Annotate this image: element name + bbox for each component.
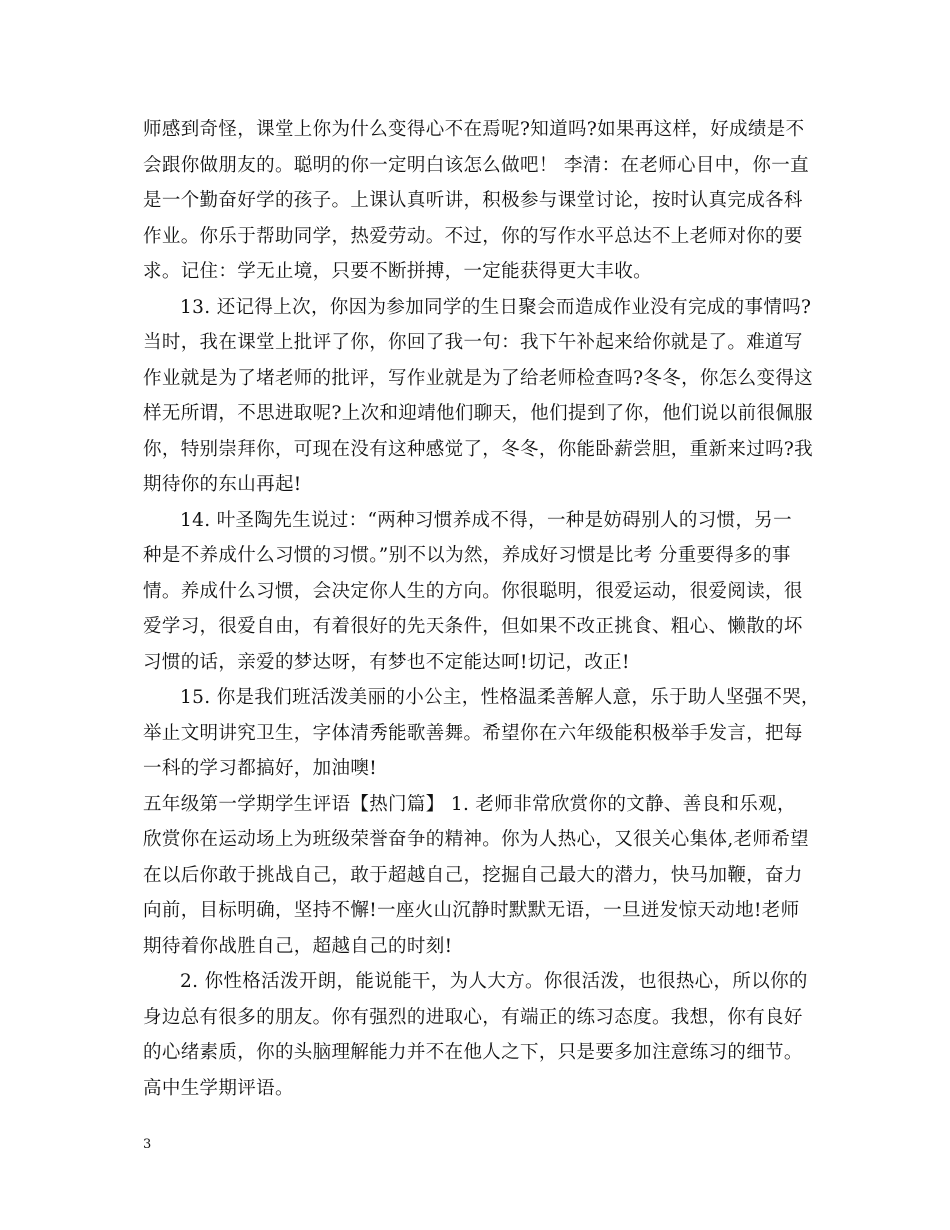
text-line: 你，特别崇拜你，可现在没有这种感觉了，冬冬，你能卧薪尝胆，重新来过吗?我 — [143, 438, 814, 460]
text-line: 爱学习，很爱自由，有着很好的先天条件，但如果不改正挑食、粗心、懒散的坏 — [143, 616, 803, 637]
text-line: 样无所谓，不思进取呢?上次和迎靖他们聊天，他们提到了你，他们说以前很佩服 — [143, 403, 814, 424]
paragraph-first-line: 14. 叶圣陶先生说过：“两种习惯养成不得，一种是妨碍别人的习惯，另一 — [180, 509, 793, 531]
paragraph-first-line: 15. 你是我们班活泼美丽的小公主，性格温柔善解人意，乐于助人坚强不哭， — [180, 687, 820, 708]
text-line: 欣赏你在运动场上为班级荣誉奋争的精神。你为人热心，又很关心集体,老师希望 — [143, 829, 809, 850]
paragraph-first-line: 13. 还记得上次，你因为参加同学的生日聚会而造成作业没有完成的事情吗? — [180, 296, 812, 318]
text-line: 举止文明讲究卫生，字体清秀能歌善舞。希望你在六年级能积极举手发言，把每 — [143, 722, 803, 744]
text-line: 会跟你做朋友的。聪明的你一定明白该怎么做吧！ 李清：在老师心目中，你一直 — [143, 154, 809, 176]
text-line: 高中生学期评语。 — [143, 1077, 294, 1099]
text-line: 的心绪素质，你的头脑理解能力并不在他人之下，只是要多加注意练习的细节。 — [143, 1042, 803, 1063]
text-line: 师感到奇怪，课堂上你为什么变得心不在焉呢?知道吗?如果再这样，好成绩是不 — [143, 119, 805, 140]
text-line: 期待你的东山再起! — [143, 474, 302, 495]
text-line: 是一个勤奋好学的孩子。上课认真听讲，积极参与课堂讨论，按时认真完成各科 — [143, 190, 803, 211]
text-line: 向前，目标明确，坚持不懈!一座火山沉静时默默无语，一旦迸发惊天动地!老师 — [143, 900, 800, 921]
text-line: 在以后你敢于挑战自己，敢于超越自己，挖掘自己最大的潜力，快马加鞭，奋力 — [143, 864, 803, 886]
text-line: 一科的学习都搞好，加油噢! — [143, 758, 377, 779]
text-line: 期待着你战胜自己，超越自己的时刻! — [143, 935, 453, 957]
text-line: 习惯的话，亲爱的梦达呀，有梦也不定能达呵!切记，改正! — [143, 651, 630, 673]
text-line: 作业就是为了堵老师的批评，写作业就是为了给老师检查吗?冬冬，你怎么变得这 — [143, 367, 814, 389]
text-line: 求。记住：学无止境，只要不断拼搏，一定能获得更大丰收。 — [143, 261, 652, 282]
paragraph-first-line: 2. 你性格活泼开朗，能说能干，为人大方。你很活泼，也很热心，所以你的 — [180, 971, 808, 992]
document-body — [143, 112, 823, 1106]
text-line: 作业。你乐于帮助同学，热爱劳动。不过，你的写作水平总达不上老师对你的要 — [143, 225, 803, 247]
text-line: 种是不养成什么习惯的习惯。”别不以为然，养成好习惯是比考 分重要得多的事 — [143, 545, 791, 566]
text-line: 情。养成什么习惯，会决定你人生的方向。你很聪明，很爱运动，很爱阅读，很 — [143, 580, 803, 602]
text-line: 当时，我在课堂上批评了你，你回了我一句：我下午补起来给你就是了。难道写 — [143, 332, 803, 353]
page-number: 3 — [143, 1137, 152, 1152]
text-line: 身边总有很多的朋友。你有强烈的进取心，有端正的练习态度。我想，你有良好 — [143, 1006, 803, 1028]
text-line: 五年级第一学期学生评语【热门篇】 1. 老师非常欣赏你的文静、善良和乐观， — [143, 793, 796, 815]
